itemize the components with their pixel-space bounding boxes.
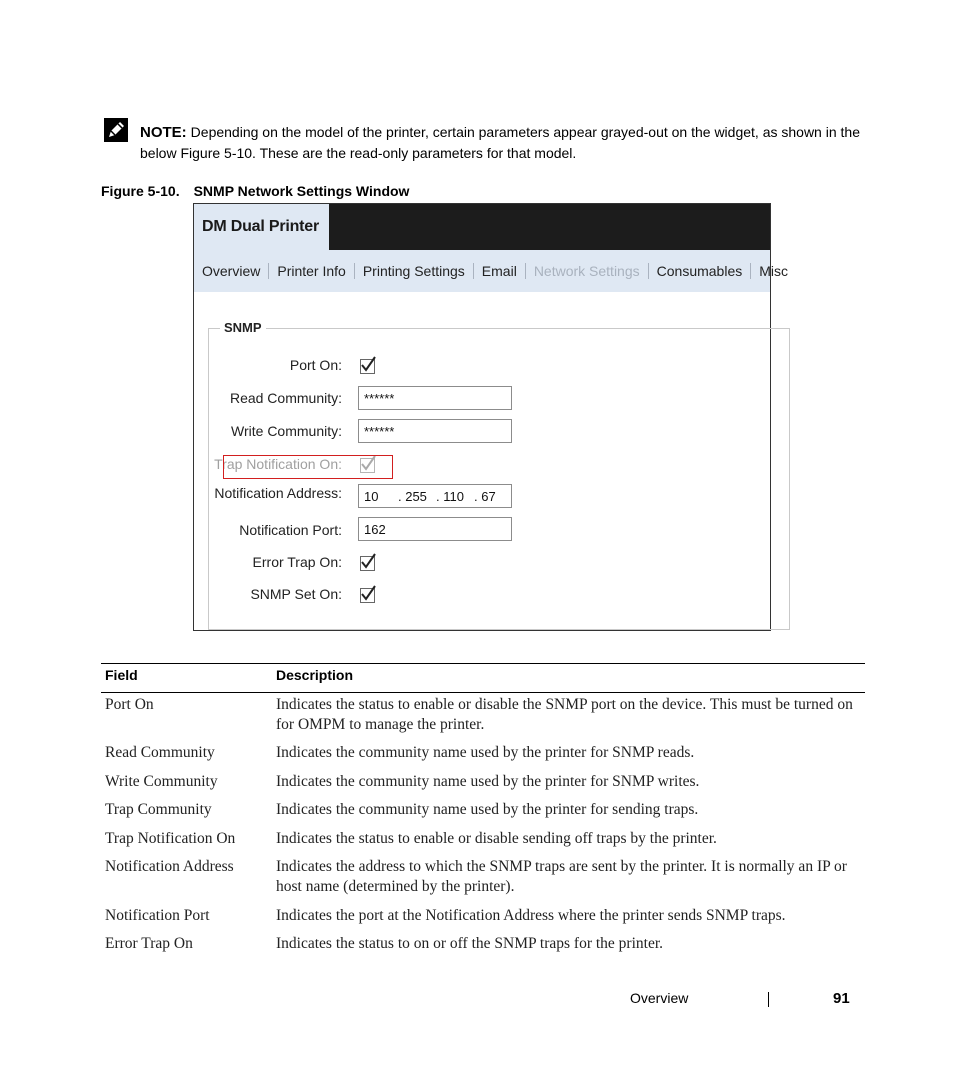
note-paragraph	[140, 122, 870, 163]
table-row-field: Trap Notification On	[105, 830, 236, 847]
table-row-description: Indicates the address to which the SNMP traps are sent by the printer. It is normally an IP or host name (determined by the printer).	[276, 858, 847, 895]
write-community-label: Write Community:	[231, 423, 342, 439]
write-community-field[interactable]: ******	[358, 419, 512, 443]
table-row-description: Indicates the status to enable or disable the SNMP port on the device. This must be turned on for OMPM to manage the printer.	[276, 696, 853, 733]
table-top-rule	[101, 663, 865, 664]
tab-printing-settings[interactable]: Printing Settings	[355, 263, 474, 279]
note-pencil-icon	[104, 118, 128, 142]
table-row-description: Indicates the status to enable or disable sending off traps by the printer.	[276, 830, 717, 847]
figure-number: Figure 5-10.	[101, 183, 180, 199]
note-body: Depending on the model of the printer, certain parameters appear grayed-out on the widget, as shown in the below Figure 5-10. These are the read-only parameters for that model.	[140, 124, 860, 161]
figure-title: SNMP Network Settings Window	[193, 183, 410, 199]
table-row-field: Notification Address	[105, 858, 234, 875]
table-header-rule	[101, 692, 865, 693]
footer-section-name: Overview	[630, 990, 689, 1006]
snmp-set-checkbox[interactable]	[360, 588, 375, 603]
widget-tab-bar	[194, 250, 789, 292]
ip-octet-2: . 255	[398, 489, 427, 504]
table-row-description: Indicates the community name used by the printer for sending traps.	[276, 801, 699, 818]
readonly-highlight-box	[223, 455, 393, 479]
error-trap-label: Error Trap On:	[252, 554, 342, 570]
tab-consumables[interactable]: Consumables	[649, 263, 752, 279]
table-row-field: Port On	[105, 696, 154, 713]
snmp-fieldset	[208, 328, 790, 630]
snmp-section-title: SNMP	[220, 320, 266, 335]
tab-printer-info[interactable]: Printer Info	[269, 263, 354, 279]
ip-octet-3: . 110	[436, 489, 464, 504]
snmp-settings-window	[193, 203, 789, 631]
checkmark-icon	[360, 585, 376, 603]
read-community-field[interactable]: ******	[358, 386, 512, 410]
port-on-label: Port On:	[289, 357, 342, 373]
table-row-description: Indicates the community name used by the printer for SNMP reads.	[276, 744, 695, 761]
table-row-description: Indicates the community name used by the printer for SNMP writes.	[276, 773, 700, 790]
tab-misc[interactable]: Misc	[759, 263, 789, 279]
widget-title: DM Dual Printer	[202, 218, 320, 235]
table-row-description: Indicates the status to on or off the SNMP traps for the printer.	[276, 935, 664, 952]
table-row-field: Trap Community	[105, 801, 212, 818]
table-header-description: Description	[276, 667, 354, 683]
tab-overview[interactable]: Overview	[194, 263, 269, 279]
table-row-field: Error Trap On	[105, 935, 193, 952]
trap-notification-label: Trap Notification On:	[214, 456, 342, 472]
footer-divider	[768, 992, 769, 1007]
notification-port-label: Notification Port:	[239, 522, 342, 538]
table-header-field: Field	[105, 667, 138, 683]
page-number: 91	[833, 990, 850, 1007]
tab-email[interactable]: Email	[474, 263, 526, 279]
notification-address-label: Notification Address:	[214, 485, 342, 501]
widget-title-tab	[194, 204, 329, 251]
checkmark-icon	[360, 356, 376, 374]
table-row-field: Notification Port	[105, 907, 210, 924]
ip-octet-4: . 67	[474, 489, 496, 504]
table-row-field: Write Community	[105, 773, 218, 790]
checkmark-icon	[360, 553, 376, 571]
figure-caption	[101, 183, 409, 199]
read-community-label: Read Community:	[229, 390, 342, 406]
notification-port-field[interactable]: 162	[358, 517, 512, 541]
ip-octet-1: 10	[364, 489, 379, 504]
note-label: NOTE:	[140, 124, 187, 141]
table-row-field: Read Community	[105, 744, 215, 761]
port-on-checkbox[interactable]	[360, 359, 375, 374]
tab-network-settings: Network Settings	[526, 263, 649, 279]
table-row-description: Indicates the port at the Notification Address where the printer sends SNMP traps.	[276, 907, 786, 924]
error-trap-checkbox[interactable]	[360, 556, 375, 571]
snmp-set-label: SNMP Set On:	[250, 586, 342, 602]
notification-address-field[interactable]	[358, 484, 512, 508]
